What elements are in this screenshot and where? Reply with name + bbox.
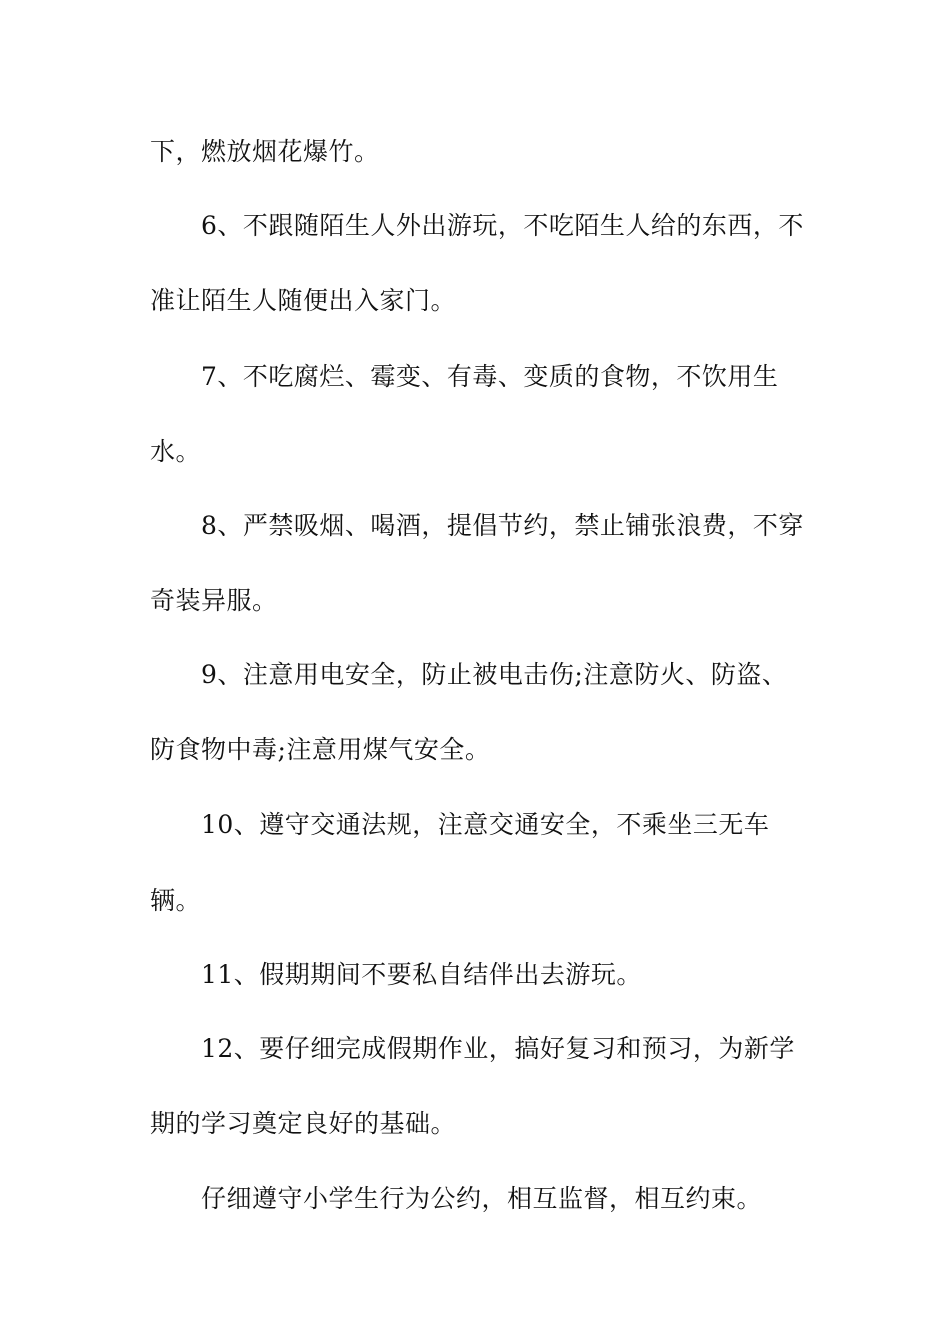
text-line: 下，燃放烟花爆竹。 bbox=[150, 137, 380, 166]
text-line: 防食物中毒;注意用煤气安全。 bbox=[150, 735, 491, 764]
text-line: 11、假期期间不要私自结伴出去游玩。 bbox=[201, 960, 642, 989]
text-line: 12、要仔细完成假期作业，搞好复习和预习，为新学 bbox=[201, 1034, 795, 1063]
text-line: 辆。 bbox=[150, 886, 202, 915]
text-line: 准让陌生人随便出入家门。 bbox=[150, 286, 457, 315]
text-line: 期的学习奠定良好的基础。 bbox=[150, 1109, 457, 1138]
text-line: 奇装异服。 bbox=[150, 586, 278, 615]
text-line: 7、不吃腐烂、霉变、有毒、变质的食物，不饮用生 bbox=[201, 362, 779, 391]
text-line: 仔细遵守小学生行为公约，相互监督，相互约束。 bbox=[201, 1184, 763, 1213]
text-line: 10、遵守交通法规，注意交通安全，不乘坐三无车 bbox=[201, 810, 770, 839]
text-line: 6、不跟随陌生人外出游玩，不吃陌生人给的东西，不 bbox=[201, 211, 804, 240]
text-line: 9、注意用电安全，防止被电击伤;注意防火、防盗、 bbox=[201, 660, 788, 689]
text-line: 水。 bbox=[150, 437, 202, 466]
text-line: 8、严禁吸烟、喝酒，提倡节约，禁止铺张浪费，不穿 bbox=[201, 511, 804, 540]
